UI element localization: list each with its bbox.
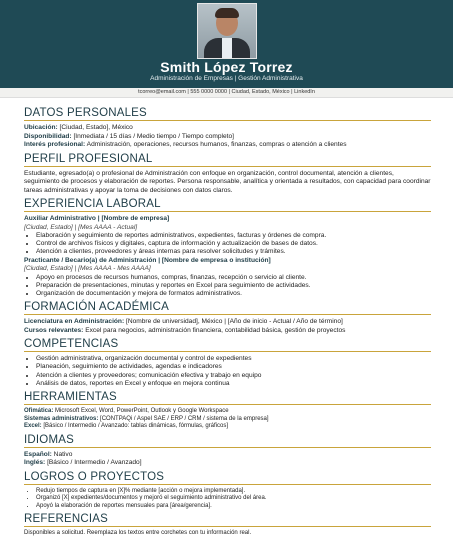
job-meta: [Ciudad, Estado] | [Mes AAAA - Actual] [24,223,138,231]
section-title-logros: LOGROS O PROYECTOS [24,471,431,485]
section-title-herramientas: HERRAMIENTAS [24,391,431,405]
list-item: • Apoyo en procesos de recursos humanos, compras, finanzas, recepción o servicio al cliente. [36,274,431,282]
job-bullets [24,274,431,299]
list-item: • Control de archivos físicos y digitales, captura de información y actualización de bases de datos. [36,240,431,248]
list-item: • Análisis de datos, reportes en Excel y enfoque en mejora continua [36,380,431,388]
resume-body [24,104,431,538]
herramientas-row: Ofimática: Microsoft Excel, Word, PowerPoint, Outlook y Google Workspace [24,408,229,415]
referencias-text: Disponibles a solicitud. Reemplaza los textos entre corchetes con tu información real. [24,530,252,537]
job-role: Practicante / Becario(a) de Administración | [Nombre de empresa o institución] [24,256,271,264]
formacion-row: Licenciatura en Administración: [Nombre de universidad], México | [Año de inicio - Actual / Año de término] [24,318,343,326]
list-item: • Preparación de presentaciones, minutas y reportes en Excel para seguimiento de actividades. [36,282,431,290]
logros-list [24,488,431,511]
datos-row: Disponibilidad: [Inmediata / 15 días / Medio tiempo / Tiempo completo] [24,132,234,140]
datos-row: Ubicación: [Ciudad, Estado], México [24,124,133,131]
resume-header [0,0,453,88]
candidate-name: Smith López Torrez [160,59,293,75]
section-title-idiomas: IDIOMAS [24,434,431,448]
section-title-formacion: FORMACIÓN ACADÉMICA [24,301,431,315]
idioma-row: Español: Nativo [24,450,73,458]
list-item: • Redujo tiempos de captura en [X]% mediante [acción o mejora implementada]. [36,488,431,496]
section-title-perfil: PERFIL PROFESIONAL [24,153,431,167]
idioma-row: Inglés: [Básico / Intermedio / Avanzado] [24,459,142,467]
datos-row: Interés profesional: Administración, operaciones, recursos humanos, finanzas, compras o atención a clientes [24,141,347,148]
section-title-datos: DATOS PERSONALES [24,107,431,121]
job-role: Auxiliar Administrativo | [Nombre de empresa] [24,215,170,222]
list-item: • Organización de documentación y mejora de formatos administrativos. [36,290,431,298]
candidate-tagline: Administración de Empresas | Gestión Administrativa [150,75,303,82]
list-item: • Atención a clientes y proveedores; comunicación efectiva y trabajo en equipo [36,372,431,380]
herramientas-row: Sistemas administrativos: [CONTPAQi / Aspel SAE / ERP / CRM / sistema de la empresa] [24,415,269,422]
formacion-row: Cursos relevantes: Excel para negocios, administración financiera, contabilidad básica, gestión de proyectos [24,326,346,334]
list-item: • Gestión administrativa, organización documental y control de expedientes [36,355,431,363]
list-item: • Atención a clientes, proveedores y áreas internas para resolver solicitudes y trámites. [36,248,431,256]
list-item: • Elaboración y seguimiento de reportes administrativos, expedientes, facturas y órdenes de compra. [36,232,431,240]
list-item: • Apoyó la elaboración de reportes mensuales para [área/gerencia]. [36,503,431,511]
section-title-competencias: COMPETENCIAS [24,338,431,352]
contact-line: tcorreo@email.com | 555 0000 0000 | Ciudad, Estado, México | LinkedIn [0,88,453,98]
perfil-text: Estudiante, egresado(a) o profesional de Administración con enfoque en organización, control documental, atención a clientes, seguimiento de procesos y elaboración de reportes. Persona responsable, analítica y orientada a resultados, con capacidad para coordinar tareas administrativas y apoyar la toma de decisiones con datos claros. [24,169,431,194]
job-meta: [Ciudad, Estado] | [Mes AAAA - Mes AAAA] [24,265,151,273]
list-item: • Planeación, seguimiento de actividades, agendas e indicadores [36,363,431,371]
section-title-referencias: REFERENCIAS [24,513,431,527]
job-bullets [24,232,431,257]
competencias-list [24,355,431,388]
section-title-experiencia: EXPERIENCIA LABORAL [24,198,431,212]
herramientas-row: Excel: [Básico / Intermedio / Avanzado: tablas dinámicas, fórmulas, gráficos] [24,423,229,430]
profile-photo [197,3,257,59]
list-item: • Organizó [X] expedientes/documentos y mejoró el seguimiento administrativo del área. [36,495,431,503]
